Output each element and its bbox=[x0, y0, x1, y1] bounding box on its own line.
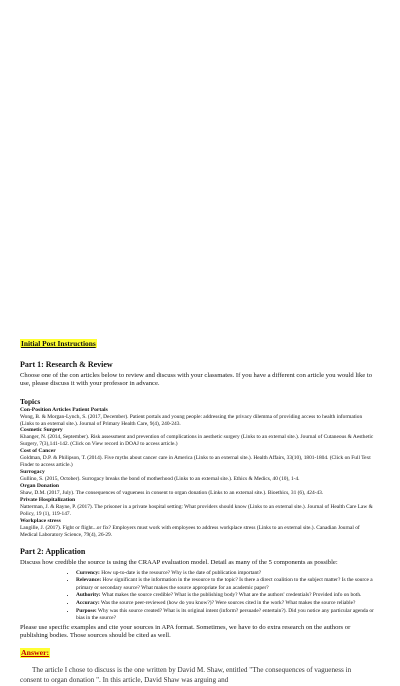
topics-heading: Topics bbox=[20, 396, 41, 406]
topic-name: Workplace stress bbox=[20, 517, 61, 524]
part2-closing: Please use specific examples and cite your sources in APA format. Sometimes, we have to do extra research on the authors or publishing bodies. Those sources should be cited as well. bbox=[20, 623, 351, 640]
topics-list bbox=[20, 407, 374, 539]
topic-name: Cost of Cancer bbox=[20, 448, 56, 455]
part1-heading: Part 1: Research & Review bbox=[20, 360, 113, 369]
criteria-term: Purpose: bbox=[76, 607, 97, 614]
criteria-item-relevance bbox=[76, 577, 374, 591]
criteria-item-purpose bbox=[76, 608, 374, 622]
topic-name: Organ Donation bbox=[20, 482, 60, 489]
topic-item bbox=[20, 469, 374, 483]
criteria-text: How significant is the information in the resource to the topic? Is there a direct coalition to the subject matter? Is the source a primary or secondary source? What makes the source appropriate for an academic paper? bbox=[76, 577, 373, 591]
criteria-term: Currency: bbox=[76, 569, 100, 576]
topic-reference: Shaw, D.M. (2017, July). The consequences of vagueness in consent to organ donation (Links to an external site.). Bioethics, 31 (6), 424-43. bbox=[20, 489, 324, 496]
criteria-item-currency bbox=[76, 570, 374, 577]
craap-criteria-list bbox=[20, 570, 374, 622]
criteria-text: How up-to-date is the resource? Why is the date of publication important? bbox=[99, 569, 262, 576]
answer-label: Answer: bbox=[21, 648, 50, 658]
topic-reference: Gullino, S. (2015, October). Surrogacy breaks the bond of motherhood (Links to an external site.). Ethics & Medics, 40 (10), 1-4. bbox=[20, 476, 300, 483]
topic-reference: Wong, B. & Morgan-Lynch, S. (2017, December). Patient portals and young people: addressing the privacy dilemma of providing access to health information (Links to an external site.). Journal of Primary Health Care, 9(4), 240-243. bbox=[20, 413, 363, 427]
topic-name: Private Hospitalization bbox=[20, 496, 76, 503]
topic-reference: Khanger, N. (2014, September). Risk assessment and prevention of complications in aesthetic surgery (Links to an external site.). Journal of Cutaneous & Aesthetic Surgery, 7(3),141-142. (Click on View record in DOAJ to access article.) bbox=[20, 434, 374, 448]
criteria-text: What makes the source credible? What is the publishing body? What are the authors' credentials? Provided info on both. bbox=[100, 592, 362, 599]
topic-item bbox=[20, 407, 374, 428]
part2-intro: Discuss how credible the source is using the CRAAP evaluation model. Detail as many of the 5 components as possible: bbox=[20, 559, 338, 567]
topic-item bbox=[20, 427, 374, 448]
topic-name: Surrogacy bbox=[20, 469, 45, 476]
topic-reference: Natterman, J. & Rayne, P. (2017). The prisoner in a private hospital setting: What providers should know (Links to an external site.). Journal of Health Care Law & Policy, 19 (1), 119-147. bbox=[20, 503, 373, 517]
criteria-text: Was the source peer-reviewed (how do you know?)? Were sources cited in the work? What makes the source reliable? bbox=[99, 599, 356, 606]
part1-body: Choose one of the con articles below to review and discuss with your classmates. If you have a different con article you would like to use, please discuss it with your professor in advance. bbox=[20, 372, 372, 388]
topic-item bbox=[20, 497, 374, 518]
topic-name: Cosmetic Surgery bbox=[20, 427, 63, 434]
criteria-term: Relevance: bbox=[76, 577, 102, 584]
criteria-term: Authority: bbox=[76, 592, 101, 599]
topic-item bbox=[20, 483, 374, 497]
criteria-item-accuracy bbox=[76, 600, 374, 607]
topic-reference: Langille, J. (2017). Fight or flight...or fix? Employers must work with employees to address workplace stress (Links to an external site.). Canadian Journal of Medical Laboratory Science, 79(4), 26-29. bbox=[20, 524, 360, 538]
criteria-text: Why was this source created? What is its original intent (inform? persuade? entertain?). Did you notice any particular agenda or bias in the source? bbox=[76, 607, 374, 621]
topic-item bbox=[20, 448, 374, 469]
answer-text: The article I chose to discuss is the one written by David M. Shaw, entitled "The consequences of vagueness in consent to organ donation ". In this article, David Shaw was arguing and bbox=[20, 666, 352, 684]
criteria-item-authority bbox=[76, 592, 374, 599]
part2-heading: Part 2: Application bbox=[20, 547, 86, 557]
criteria-term: Accuracy: bbox=[76, 599, 100, 606]
topic-name: Con-Position Articles Patient Portals bbox=[20, 406, 108, 413]
topic-reference: Goldman, D.P. & Philipson, T. (2014). Five myths about cancer care in America (Links to an external site.). Health Affairs, 33(10), 1801-1804. (Click on Full Text Finder to access article.) bbox=[20, 455, 371, 469]
topic-item bbox=[20, 518, 374, 539]
document-title: Initial Post Instructions bbox=[21, 339, 96, 348]
